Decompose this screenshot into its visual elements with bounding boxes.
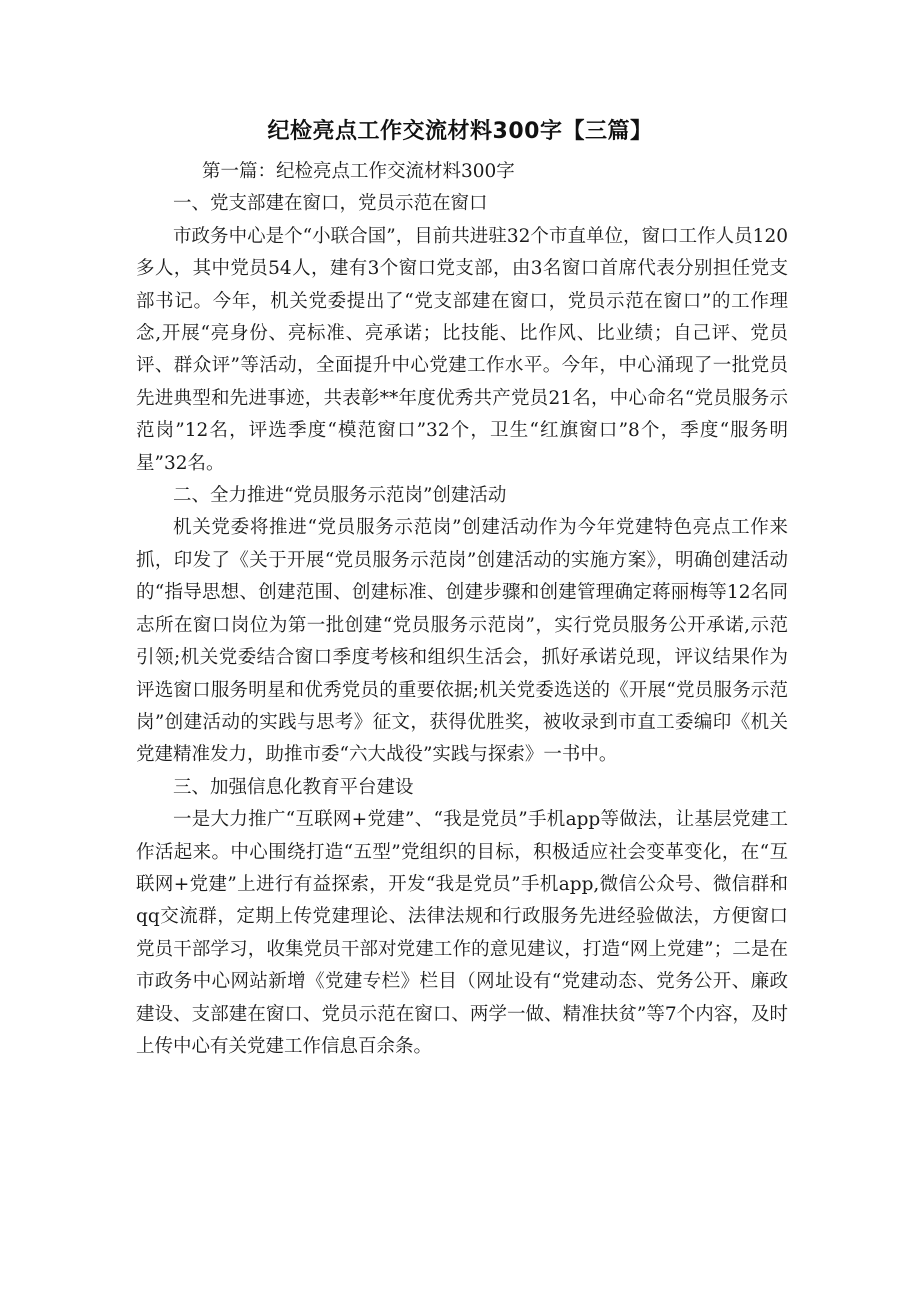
paragraph-1: 市政务中心是个“小联合国”，目前共进驻32个市直单位，窗口工作人员120多人，其中党员54人，建有3个窗口党支部，由3名窗口首席代表分别担任党支部书记。今年，机关党委提出了“党支部建在窗口，党员示范在窗口”的工作理念,开展“亮身份、亮标准、亮承诺；比技能、比作风、比业绩；自己评、党员评、群众评”等活动，全面提升中心党建工作水平。今年，中心涌现了一批党员先进典型和先进事迹，共表彰**年度优秀共产党员21名，中心命名“党员服务示范岗”12名，评选季度“模范窗口”32个，卫生“红旗窗口”8个，季度“服务明星”32名。 [136, 225, 788, 474]
section-heading-3: 三、加强信息化教育平台建设 [173, 776, 414, 798]
paragraph-3: 一是大力推广“互联网+党建”、“我是党员”手机app等做法，让基层党建工作活起来。中心围绕打造“五型”党组织的目标，积极适应社会变革变化，在“互联网+党建”上进行有益探索，开发“我是党员”手机app,微信公众号、微信群和qq交流群，定期上传党建理论、法律法规和行政服务先进经验做法，方便窗口党员干部学习，收集党员干部对党建工作的意见建议，打造“网上党建”；二是在市政务中心网站新增《党建专栏》栏目（网址设有“党建动态、党务公开、廉政建设、支部建在窗口、党员示范在窗口、两学一做、精准扶贫”等7个内容，及时上传中心有关党建工作信息百余条。 [136, 809, 788, 1057]
document-body [136, 156, 788, 1063]
section-heading-1: 一、党支部建在窗口，党员示范在窗口 [173, 193, 488, 215]
paragraph-2: 机关党委将推进“党员服务示范岗”创建活动作为今年党建特色亮点工作来抓，印发了《关于开展“党员服务示范岗”创建活动的实施方案》，明确创建活动的“指导思想、创建范围、创建标准、创建步骤和创建管理确定蒋丽梅等12名同志所在窗口岗位为第一批创建“党员服务示范岗”，实行党员服务公开承诺,示范引领;机关党委结合窗口季度考核和组织生活会，抓好承诺兑现，评议结果作为评选窗口服务明星和优秀党员的重要依据;机关党委选送的《开展“党员服务示范岗”创建活动的实践与思考》征文，获得优胜奖，被收录到市直工委编印《机关党建精准发力，助推市委“六大战役”实践与探索》一书中。 [136, 517, 788, 766]
document-title: 纪检亮点工作交流材料300字【三篇】 [267, 119, 653, 144]
document-subtitle: 第一篇：纪检亮点工作交流材料300字 [202, 161, 515, 182]
section-heading-2: 二、全力推进“党员服务示范岗”创建活动 [173, 485, 507, 507]
